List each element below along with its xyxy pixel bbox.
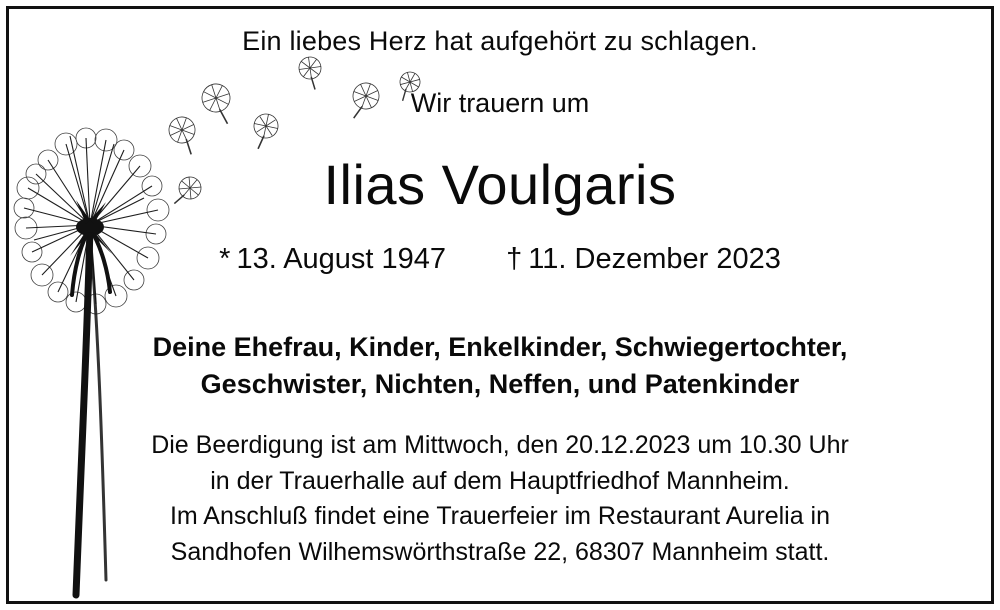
details-line-3: Im Anschluß findet eine Trauerfeier im Restaurant Aurelia in bbox=[169, 502, 831, 530]
intro-line: Ein liebes Herz hat aufgehört zu schlagen. bbox=[242, 26, 758, 56]
death-date: 11. Dezember 2023 bbox=[528, 243, 781, 275]
deceased-name: Ilias Voulgaris bbox=[323, 153, 677, 216]
birth-symbol: * bbox=[219, 243, 231, 275]
funeral-details-block bbox=[0, 428, 1000, 570]
mourn-line: Wir trauern um bbox=[410, 88, 590, 118]
family-line-1: Deine Ehefrau, Kinder, Enkelkinder, Schwiegertochter, bbox=[152, 332, 848, 362]
death-symbol: † bbox=[506, 243, 523, 275]
birth-date-group bbox=[219, 243, 454, 275]
life-dates bbox=[0, 243, 1000, 276]
family-block bbox=[0, 329, 1000, 403]
details-line-1: Die Beerdigung ist am Mittwoch, den 20.12.2023 um 10.30 Uhr bbox=[151, 431, 849, 459]
family-line-2: Geschwister, Nichten, Neffen, und Patenkinder bbox=[200, 368, 800, 399]
details-line-2: in der Trauerhalle auf dem Hauptfriedhof Mannheim. bbox=[210, 466, 790, 495]
birth-date: 13. August 1947 bbox=[236, 243, 447, 275]
details-line-4: Sandhofen Wilhemswörthstraße 22, 68307 Mannheim statt. bbox=[170, 537, 830, 566]
death-date-group bbox=[506, 243, 781, 275]
